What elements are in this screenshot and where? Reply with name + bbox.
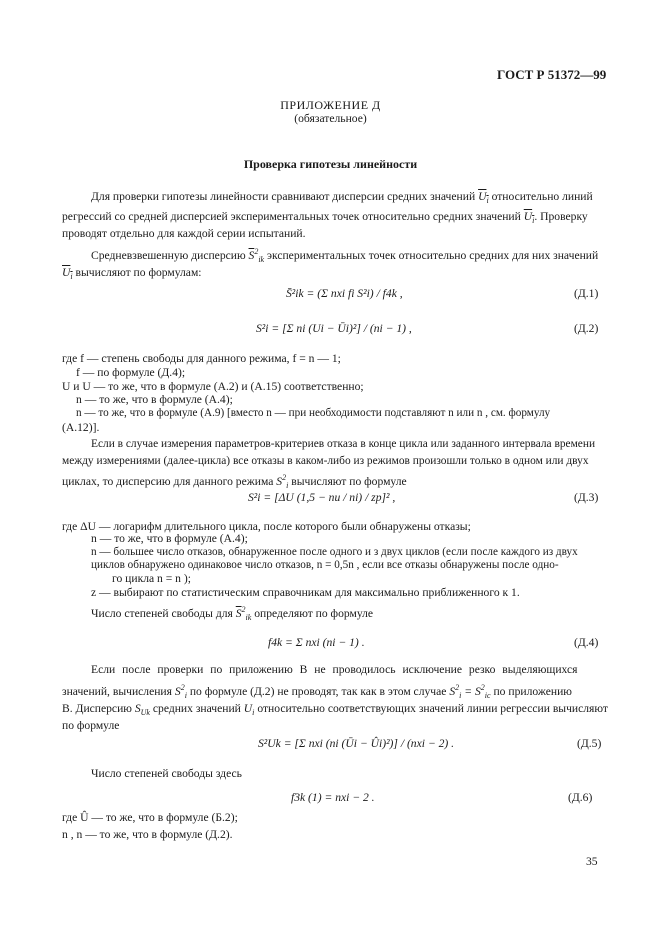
symbol-s-i: $S^2_i$ <box>174 683 187 700</box>
where-line-13: где Û — то же, что в формуле (Б.2); <box>62 811 238 824</box>
paragraph-5-line-2: значений, вычисления $S^2_i$ по формуле (Д.2) не проводят, так как в этом случае $S^2_i = S^2_{ic}$ по приложению <box>62 683 572 700</box>
where-line-12: z — выбирают по статистическим справочникам для максимально приближенного к 1. <box>91 586 520 599</box>
page-number: 35 <box>586 855 598 868</box>
where-line-14: n , n — то же, что в формуле (Д.2). <box>62 828 233 841</box>
paragraph-5-line-4: по формуле <box>62 719 120 732</box>
paragraph-1-line-1: Для проверки гипотезы линейности сравнивают дисперсии средних значений $U_i$ относительно линий <box>91 190 593 205</box>
equation-d3-number: (Д.3) <box>574 491 599 504</box>
symbol-s-ik: $\overline{S}^2_{ik}$ <box>248 247 265 264</box>
where-line-4: n — то же, что в формуле (А.4); <box>76 393 233 406</box>
paragraph-1-line-2: регрессий со средней дисперсией экспериментальных точек относительно средних значений $U_i$. Проверку <box>62 210 588 225</box>
equation-d5: S²Uk = [Σ nxi (ni (Ūi − Ûi)²)] / (nxi − 2) . <box>258 737 455 750</box>
where-line-6: (А.12)]. <box>62 421 100 434</box>
equation-d2: S²i = [Σ ni (Ui − Ūi)²] / (ni − 1) , <box>256 322 412 335</box>
paragraph-4: Число степеней свободы для $\overline{S}^2_{ik}$ определяют по формуле <box>91 605 374 622</box>
appendix-status: (обязательное) <box>294 112 367 125</box>
equation-d1-number: (Д.1) <box>574 287 599 300</box>
paragraph-5-line-1: Если после проверки по приложению В не проводилось исключение резко выделяющихся <box>91 663 578 676</box>
equation-d6: f3k (1) = nxi − 2 . <box>291 791 375 804</box>
where-line-3: U и U — то же, что в формуле (А.2) и (А.15) соответственно; <box>62 380 364 393</box>
paragraph-2-line-1: Средневзвешенную дисперсию $\overline{S}^2_{ik}$ экспериментальных точек относительно средних для них значений <box>91 247 599 264</box>
equation-d4-number: (Д.4) <box>574 636 599 649</box>
paragraph-5-line-3: В. Дисперсию $S_{Uk}$ средних значений $U_i$ относительно соответствующих значений линии регрессии вычисляют <box>62 702 608 717</box>
symbol-s-ik: $\overline{S}^2_{ik}$ <box>235 605 252 622</box>
symbol-s-i: $S^2_i$ <box>276 473 289 490</box>
symbol-ui-mean: $U_i$ <box>62 266 73 281</box>
where-line-9: n — большее число отказов, обнаруженное после одного и з двух циклов (если после каждого из двух <box>91 546 578 558</box>
where-line-8: n — то же, что в формуле (А.4); <box>91 532 248 545</box>
standard-header: ГОСТ Р 51372—99 <box>497 67 607 82</box>
where-line-7: где ΔU — логарифм длительного цикла, после которого были обнаружены отказы; <box>62 520 471 533</box>
appendix-title: ПРИЛОЖЕНИЕ Д <box>280 98 381 112</box>
symbol-ui-mean: $U_i$ <box>523 210 535 225</box>
equation-d1: S̄²ik = (Σ nxi fi S²i) / f4k , <box>286 287 403 300</box>
paragraph-3-line-2: между измерениями (далее-цикла) все отказы в каком-либо из режимов произошли только в одном или двух <box>62 455 589 467</box>
symbol-s-i-equal: $S^2_i = S^2_{ic}$ <box>449 683 491 700</box>
section-title: Проверка гипотезы линейности <box>243 157 418 171</box>
paragraph-3-line-3: циклах, то дисперсию для данного режима $S^2_i$ вычисляют по формуле <box>62 473 407 490</box>
paragraph-2-line-2: $U_i$ вычисляют по формулам: <box>62 266 202 281</box>
where-line-2: f — по формуле (Д.4); <box>76 366 186 379</box>
symbol-ui-mean: $U_i$ <box>478 190 489 205</box>
equation-d4: f4k = Σ nxi (ni − 1) . <box>268 636 365 649</box>
equation-d2-number: (Д.2) <box>574 322 599 335</box>
where-line-5: n — то же, что в формуле (А.9) [вместо n — при необходимости подставляют n или n , см. формулу <box>76 407 551 419</box>
paragraph-3-line-1: Если в случае измерения параметров-критериев отказа в конце цикла или заданного интервала времени <box>91 438 596 450</box>
symbol-ui: $U_i$ <box>243 702 255 717</box>
symbol-s-uk: $S_{Uk}$ <box>134 702 150 717</box>
where-line-1: где f — степень свободы для данного режима, f = n — 1; <box>62 352 341 365</box>
paragraph-6: Число степеней свободы здесь <box>91 767 242 780</box>
equation-d3: S²i = [ΔU (1,5 − nи / ni) / zp]² , <box>248 491 396 504</box>
equation-d5-number: (Д.5) <box>577 737 602 750</box>
where-line-10: циклов обнаружено одинаковое число отказов, n = 0,5n , если все отказы обнаружены после одно- <box>91 559 559 571</box>
equation-d6-number: (Д.6) <box>568 791 593 804</box>
where-line-11: го цикла n = n ); <box>112 572 191 585</box>
paragraph-1-line-3: проводят отдельно для каждой серии испытаний. <box>62 227 306 240</box>
